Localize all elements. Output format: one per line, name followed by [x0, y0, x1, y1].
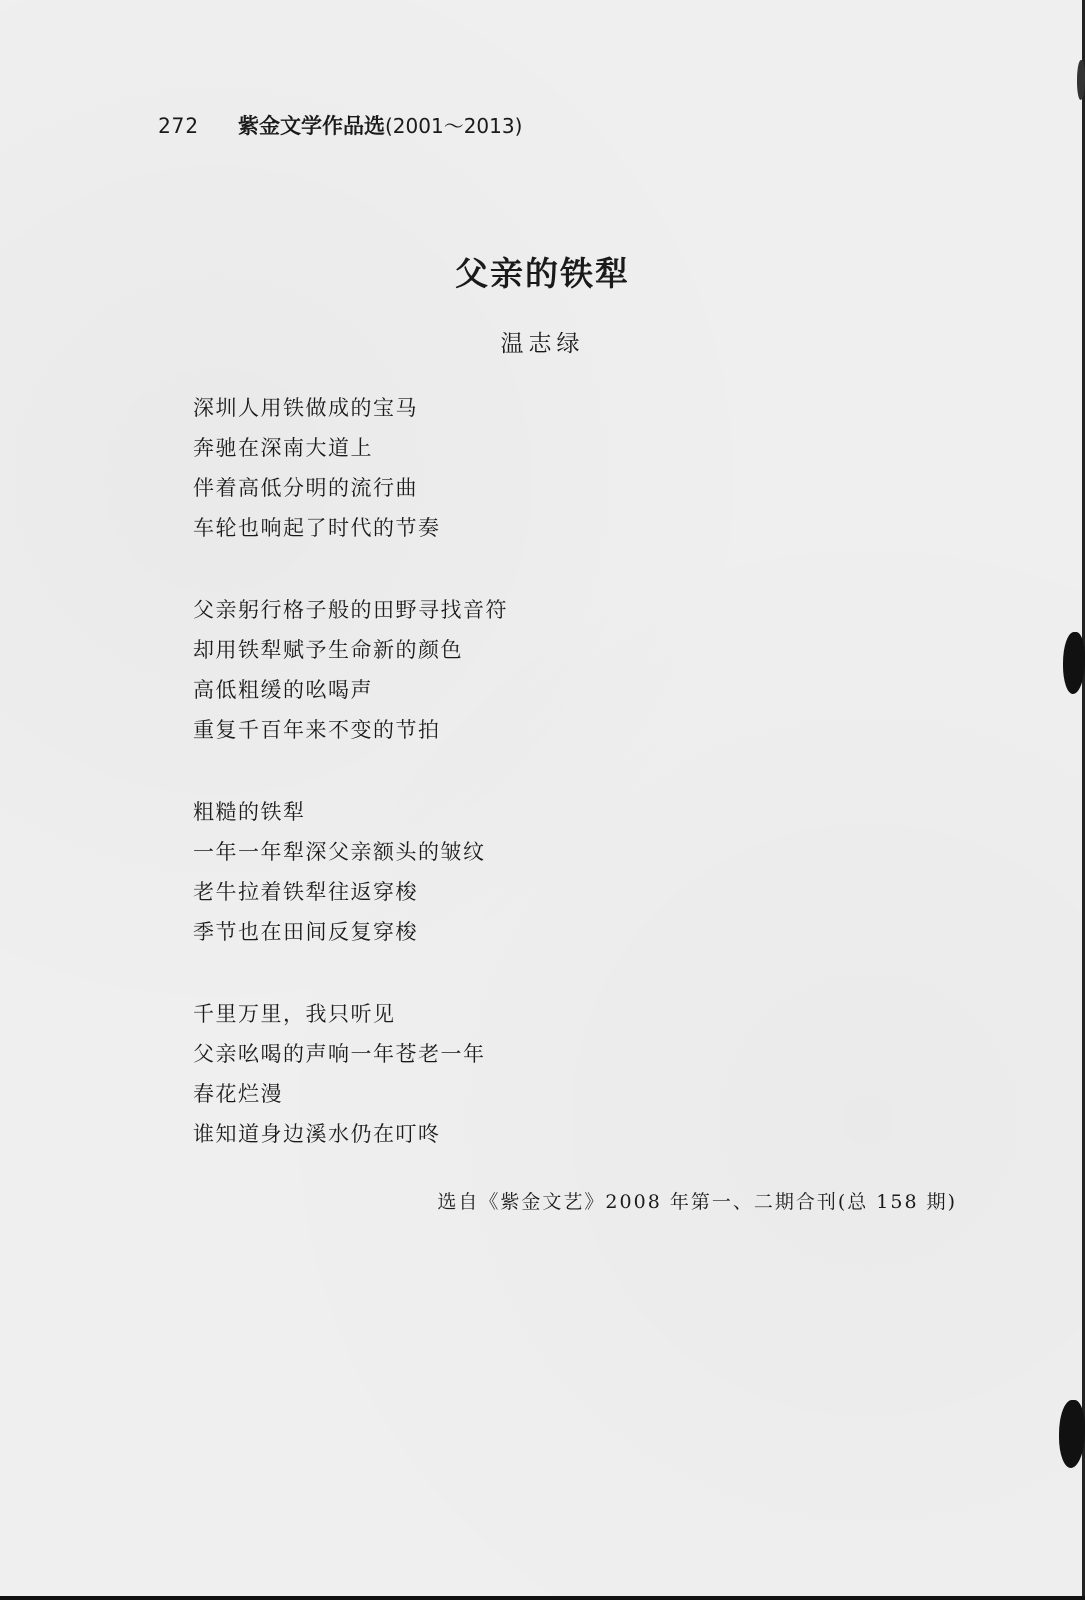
poem-line: 深圳人用铁做成的宝马 — [193, 396, 418, 420]
poem-line: 一年一年犁深父亲额头的皱纹 — [193, 840, 486, 864]
stanza-2 — [193, 590, 953, 750]
poem-line: 父亲吆喝的声响一年苍老一年 — [193, 1042, 486, 1066]
poem-line: 粗糙的铁犁 — [193, 800, 306, 824]
source-note: 选自《紫金文艺》2008 年第一、二期合刊(总 158 期) — [437, 1191, 957, 1213]
poem-line: 车轮也响起了时代的节奏 — [193, 516, 441, 540]
book-title: 紫金文学作品选 — [238, 114, 385, 138]
scan-edge-bottom — [0, 1596, 1085, 1600]
poem-line: 奔驰在深南大道上 — [193, 436, 373, 460]
stanza-4 — [193, 994, 953, 1154]
poem-line: 重复千百年来不变的节拍 — [193, 718, 441, 742]
running-header — [158, 110, 522, 140]
poem-title: 父亲的铁犁 — [455, 254, 630, 293]
poem-line: 春花烂漫 — [193, 1082, 283, 1106]
poem-line: 高低粗缓的吆喝声 — [193, 678, 373, 702]
poem-line: 千里万里，我只听见 — [193, 1002, 396, 1026]
poem-line: 伴着高低分明的流行曲 — [193, 476, 418, 500]
stanza-3 — [193, 792, 953, 952]
poem-line: 老牛拉着铁犁往返穿梭 — [193, 880, 418, 904]
poem-author: 温志绿 — [500, 331, 585, 357]
book-years: (2001～2013) — [385, 114, 523, 138]
poem-line: 父亲躬行格子般的田野寻找音符 — [193, 598, 508, 622]
poem-line: 季节也在田间反复穿梭 — [193, 920, 418, 944]
stanza-1 — [193, 388, 953, 548]
poem-body — [193, 388, 953, 1196]
poem-line: 却用铁犁赋予生命新的颜色 — [193, 638, 463, 662]
page-number: 272 — [158, 114, 199, 138]
poem-line: 谁知道身边溪水仍在叮咚 — [193, 1122, 441, 1146]
